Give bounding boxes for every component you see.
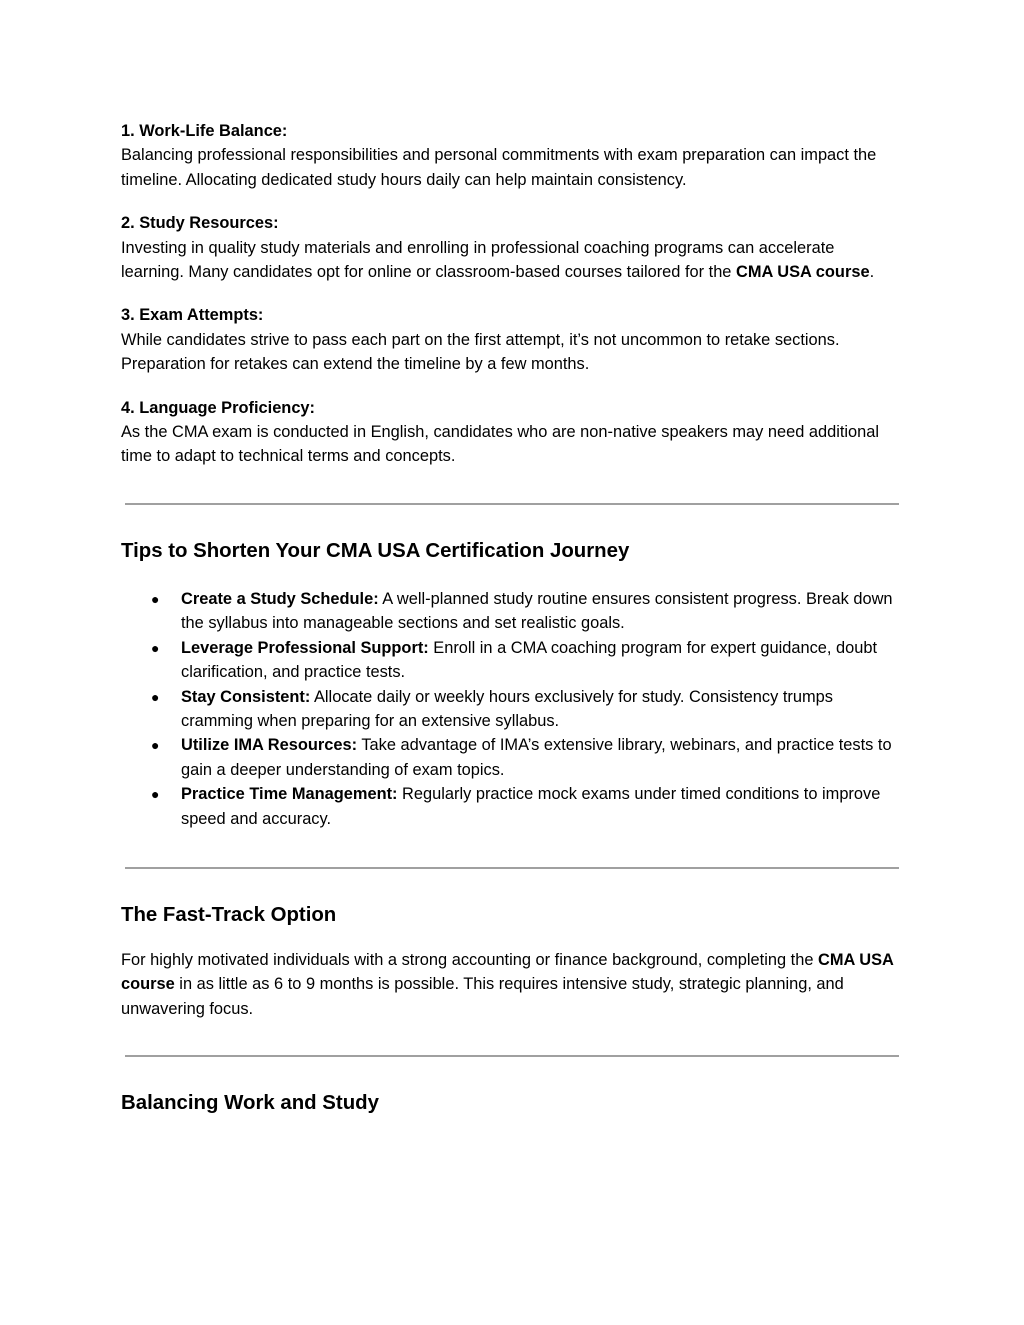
factor-body-text: Investing in quality study materials and enrolling in professional coaching programs can accelerate learning. Many candidates opt for online or classroom-based courses tailored for the bbox=[121, 238, 835, 282]
bullet-icon: ● bbox=[151, 786, 160, 803]
bullet-icon: ● bbox=[151, 737, 160, 754]
tips-list bbox=[121, 587, 901, 831]
tip-text: A well-planned study routine ensures consistent progress. Break down the syllabus into manageable sections and set realistic goals. bbox=[181, 589, 893, 633]
tip-text: Enroll in a CMA coaching program for expert guidance, doubt clarification, and practice tests. bbox=[181, 638, 878, 682]
factor-body: While candidates strive to pass each part on the first attempt, it’s not uncommon to retake sections. Preparation for retakes can extend the timeline by a few months. bbox=[121, 330, 840, 374]
document-page bbox=[121, 119, 901, 1117]
section-divider bbox=[125, 503, 899, 505]
tip-text: Allocate daily or weekly hours exclusively for study. Consistency trumps cramming when preparing for an extensive syllabus. bbox=[181, 687, 833, 730]
fast-track-paragraph bbox=[121, 948, 901, 1021]
factor-language-proficiency bbox=[121, 396, 901, 469]
factor-body-end: . bbox=[869, 263, 875, 282]
balancing-heading: Balancing Work and Study bbox=[121, 1092, 379, 1115]
paragraph-text-end: in as little as 6 to 9 months is possible. This requires intensive study, strategic planning, and unwavering focus. bbox=[121, 975, 844, 1018]
bullet-icon: ● bbox=[151, 688, 160, 705]
factor-body-emphasis: CMA USA course bbox=[735, 263, 870, 282]
factor-work-life-balance bbox=[121, 119, 901, 192]
list-item bbox=[121, 782, 901, 831]
paragraph-emphasis: CMA USA course bbox=[121, 950, 894, 994]
factor-exam-attempts bbox=[121, 303, 901, 376]
tip-label: Practice Time Management: bbox=[181, 785, 398, 804]
bullet-icon: ● bbox=[151, 590, 160, 607]
factor-title: 2. Study Resources: bbox=[121, 214, 279, 233]
tips-heading: Tips to Shorten Your CMA USA Certification Journey bbox=[121, 539, 630, 562]
tip-text: Take advantage of IMA’s extensive library, webinars, and practice tests to gain a deeper understanding of exam topics. bbox=[181, 736, 892, 779]
factor-title: 3. Exam Attempts: bbox=[121, 306, 264, 325]
tip-text: Regularly practice mock exams under timed conditions to improve speed and accuracy. bbox=[181, 785, 881, 828]
fast-track-heading: The Fast-Track Option bbox=[121, 903, 337, 926]
factor-body: Balancing professional responsibilities and personal commitments with exam preparation can impact the timeline. Allocating dedicated study hours daily can help maintain consistency. bbox=[121, 146, 877, 189]
list-item bbox=[121, 587, 901, 636]
tip-label: Utilize IMA Resources: bbox=[181, 736, 358, 755]
factor-title: 4. Language Proficiency: bbox=[121, 398, 316, 417]
section-divider bbox=[125, 1055, 899, 1057]
tip-label: Leverage Professional Support: bbox=[181, 638, 429, 657]
list-item bbox=[121, 733, 901, 782]
tip-label: Stay Consistent: bbox=[181, 687, 311, 706]
factor-study-resources bbox=[121, 211, 901, 284]
bullet-icon: ● bbox=[151, 639, 160, 656]
factor-body bbox=[121, 236, 901, 285]
section-divider bbox=[125, 867, 899, 869]
list-item bbox=[121, 685, 901, 734]
factor-title: 1. Work-Life Balance: bbox=[121, 122, 288, 140]
factor-body: As the CMA exam is conducted in English, candidates who are non-native speakers may need additional time to adapt to technical terms and concepts. bbox=[121, 423, 880, 466]
list-item bbox=[121, 636, 901, 685]
paragraph-text: For highly motivated individuals with a strong accounting or finance background, completing the bbox=[121, 950, 818, 969]
tip-label: Create a Study Schedule: bbox=[181, 589, 379, 608]
